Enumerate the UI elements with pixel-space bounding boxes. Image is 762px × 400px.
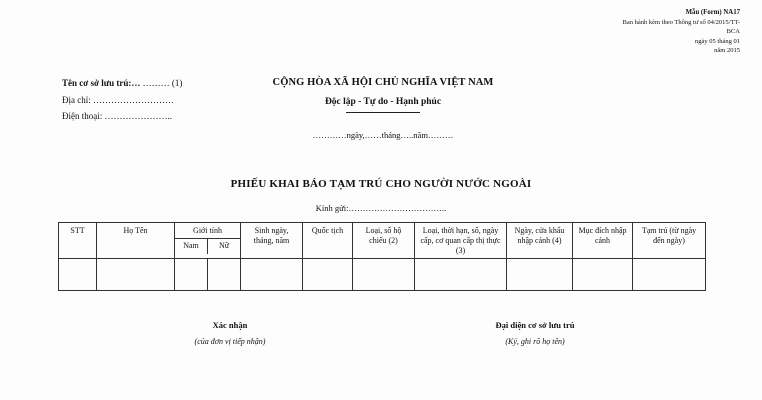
signature-right-title: Đại diện cơ sở lưu trú [495, 320, 575, 330]
form-code-block [510, 8, 740, 56]
dateline: …………ngày,……tháng…..năm……… [312, 130, 454, 140]
th-nu: Nữ [218, 241, 230, 250]
cell-muc-dich[interactable] [573, 259, 633, 291]
signature-block-right [430, 320, 640, 346]
phone-label: Điện thoại: [62, 111, 103, 122]
form-code-line-3: BCA [726, 28, 740, 36]
declaration-table-wrap [58, 222, 705, 291]
national-motto: Độc lập - Tự do - Hạnh phúc [324, 97, 442, 107]
address-row [62, 92, 182, 109]
th-nam: Nam [175, 239, 208, 254]
cell-gioi-tinh[interactable] [175, 259, 241, 291]
signature-right-note: (Ký, ghi rõ họ tên) [505, 337, 565, 346]
phone-row [62, 108, 182, 125]
cell-loai-thoi-han[interactable] [415, 259, 507, 291]
th-loai-so-ho-chieu: Loại, số hộ chiếu (2) [353, 223, 415, 259]
org-name-label: Tên cơ sở lưu trú:… [62, 78, 141, 88]
recipient-line: Kính gửi:…………………………….. [315, 203, 447, 213]
table-row[interactable] [59, 259, 706, 291]
th-loai-thoi-han: Loại, thời hạn, số, ngày cấp, cơ quan cấp thị thực (3) [415, 223, 507, 259]
phone-dots: ………………….. [102, 111, 172, 122]
page-title: PHIẾU KHAI BÁO TẠM TRÚ CHO NGƯỜI NƯỚC NGOÀI [230, 178, 532, 190]
th-quoc-tich: Quốc tịch [303, 223, 353, 259]
org-name-dots: ……… (1) [140, 78, 183, 88]
org-name-row [62, 75, 182, 92]
header-left-block [62, 75, 182, 125]
cell-quoc-tich[interactable] [303, 259, 353, 291]
th-ho-ten: Họ Tên [97, 223, 175, 259]
cell-tam-tru[interactable] [633, 259, 706, 291]
national-heading: CỘNG HÒA XÃ HỘI CHỦ NGHĨA VIỆT NAM [272, 77, 494, 88]
form-code-line-1: Mẫu (Form) NA17 [685, 9, 740, 16]
form-code-line-4: ngày 05 tháng 01 [695, 37, 740, 45]
signature-left-title: Xác nhận [212, 320, 248, 330]
cell-loai-so-ho-chieu[interactable] [353, 259, 415, 291]
cell-ngay-sinh[interactable] [241, 259, 303, 291]
address-dots: ……………………… [90, 94, 174, 105]
cell-ngay-cua-khau[interactable] [507, 259, 573, 291]
th-tam-tru: Tạm trú (từ ngày đến ngày) [633, 223, 706, 259]
form-code-line-2: Ban hành kèm theo Thông tư số 04/2015/TT- [622, 18, 740, 26]
address-label: Địa chỉ: [62, 94, 91, 105]
signature-block-left [150, 320, 310, 346]
th-stt: STT [59, 223, 97, 259]
th-gioi-tinh: Giới tính [175, 223, 240, 239]
cell-nam[interactable] [175, 259, 208, 290]
cell-ho-ten[interactable] [97, 259, 175, 291]
declaration-table [58, 222, 706, 291]
form-code-line-5: năm 2015 [714, 47, 740, 55]
header-center-block [218, 77, 548, 140]
cell-nu[interactable] [208, 259, 240, 290]
signature-left-note: (của đơn vị tiếp nhận) [194, 337, 266, 346]
th-ngay-cua-khau: Ngày, cửa khẩu nhập cảnh (4) [507, 223, 573, 259]
th-gioi-tinh-group [175, 223, 241, 259]
motto-divider [346, 112, 420, 113]
table-header-row [59, 223, 706, 259]
th-muc-dich: Mục đích nhập cảnh [573, 223, 633, 259]
cell-stt[interactable] [59, 259, 97, 291]
th-ngay-sinh: Sinh ngày, tháng, năm [241, 223, 303, 259]
